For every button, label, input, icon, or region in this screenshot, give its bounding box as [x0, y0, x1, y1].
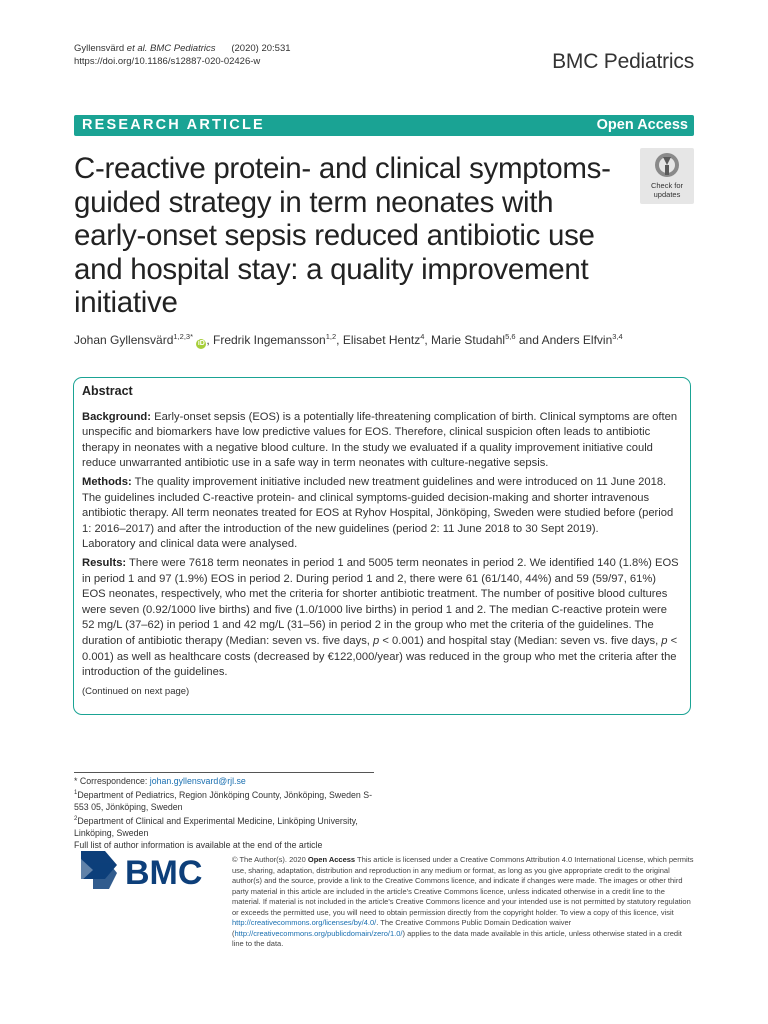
doi-link[interactable]: https://doi.org/10.1186/s12887-020-02426-w	[74, 56, 261, 67]
p-value-symbol: p	[373, 634, 380, 647]
continued-note: (Continued on next page)	[82, 685, 190, 697]
author-name: , Elisabet Hentz	[336, 333, 421, 347]
citation-header	[74, 42, 291, 68]
check-updates-line1: Check for	[650, 181, 684, 190]
results-text: < 0.001) and hospital stay (Median: seven vs. five days,	[379, 634, 662, 647]
author-name: Johan Gyllensvärd	[74, 333, 174, 347]
correspondence-label: * Correspondence:	[74, 776, 150, 786]
citation-et-al: et al.	[124, 43, 151, 54]
affiliation-1	[74, 787, 384, 813]
license-open-access: Open Access	[307, 855, 356, 864]
correspondence-email-link[interactable]: johan.gyllensvard@rjl.se	[149, 776, 246, 786]
background-text: Early-onset sepsis (EOS) is a potentially life-threatening complication of birth. Clinical symptoms are often unspecific and biomarkers have low predictive values for EOS. Therefore, clinical suspicion often leads to antibiotic therapy in neonates with a negative blood culture. In the study we evaluated if a quality improvement initiative could reduce unwarranted antibiotic use in a safe way in term neonates with culture-negative sepsis.	[82, 410, 678, 470]
article-title: C-reactive protein- and clinical symptoms-guided strategy in term neonates with early-onset sepsis reduced antibiotic use and hospital stay: a quality improvement initiative	[74, 152, 611, 319]
abstract-methods-cont: Laboratory and clinical data were analysed.	[82, 538, 298, 551]
license-cc-by-link[interactable]: http://creativecommons.org/licenses/by/4.0/	[232, 918, 377, 927]
abstract-background	[82, 410, 682, 472]
affiliation-2	[74, 813, 384, 839]
abstract-box	[73, 377, 691, 715]
affiliation-1-text: Department of Pediatrics, Region Jönköping County, Jönköping, Sweden S-553 05, Jönköping, Sweden	[74, 789, 373, 812]
p-value-symbol: p	[661, 634, 668, 647]
affiliation-2-number: 2	[74, 815, 78, 822]
correspondence-line	[74, 775, 384, 787]
open-access-label: Open Access	[596, 117, 688, 133]
citation-journal: BMC Pediatrics	[150, 43, 216, 54]
abstract-methods	[82, 475, 682, 537]
bmc-logo-mark	[79, 849, 217, 891]
methods-text: The quality improvement initiative included new treatment guidelines and were introduced on 11 June 2018. The guidelines included C-reactive protein- and clinical symptoms-guided decision-making and shorter intravenous antibiotic therapy. All term neonates treated for EOS at Ryhov Hospital, Jönköping, Sweden were studied before (period 1: 2016–2017) and after the introduction of the new guidelines (period 2: 11 June 2018 to 30 Sept 2019).	[82, 475, 674, 535]
license-lead: © The Author(s). 2020	[232, 855, 308, 864]
full-author-info-note: Full list of author information is available at the end of the article	[74, 839, 323, 850]
article-type-label: RESEARCH ARTICLE	[82, 117, 265, 133]
background-label: Background:	[82, 410, 151, 423]
license-text	[232, 855, 694, 950]
license-cc0-link[interactable]: http://creativecommons.org/publicdomain/zero/1.0/	[234, 928, 403, 938]
results-text: There were 7618 term neonates in period 1 and 5005 term neonates in period 2. We identified 140 (1.8%) EOS in period 1 and 97 (1.9%) EOS in period 2. During period 1 and 2, there were 61 (61/140, 44%) and 59 (59/97, 61%) EOS neonates, respectively, who met the criteria for shorter antibiotic treatment. The number of positive blood cultures were seven (0.92/1000 live births) and five (1.0/1000 live births) in period 1 and 2. The median C-reactive protein were 52 mg/L (37–62) in period 1 and 42 mg/L (31–56) in period 2 in the group who met the criteria of the guidelines. The duration of antibiotic therapy (Median: seven vs. five days,	[82, 556, 679, 647]
check-updates-line2: updates	[653, 189, 681, 199]
bmc-logo-text: BMC	[125, 854, 203, 891]
author-name: , Fredrik Ingemansson	[206, 333, 326, 347]
author-list	[74, 332, 623, 349]
results-label: Results:	[82, 556, 127, 569]
author-affiliation: 5,6	[505, 332, 516, 341]
affiliation-1-number: 1	[74, 790, 78, 796]
check-for-updates-badge[interactable]	[640, 148, 694, 204]
article-type-banner	[74, 115, 694, 136]
footnotes	[74, 775, 384, 851]
author-affiliation: 1,2,3*	[173, 332, 193, 341]
abstract-results	[82, 556, 682, 681]
license-body: This article is licensed under a Creative Commons Attribution 4.0 International License, which permits use, sharing, adaptation, distribution and reproduction in any medium or format, as long as you give appropriate credit to the original author(s) and the source, provide a link to the Creative Commons licence, and indicate if changes were made. The images or other third party material in this article are included in the article's Creative Commons licence, unless indicated otherwise in a credit line to the material. If material is not included in the article's Creative Commons licence and your intended use is not permitted by statutory regulation or exceeds the permitted use, you will need to obtain permission directly from the copyright holder. To view a copy of this licence, visit	[232, 855, 694, 917]
author-affiliation: 1,2	[325, 332, 337, 341]
author-name: and Anders Elfvin	[515, 333, 613, 347]
footnote-divider	[74, 772, 374, 773]
citation-authors: Gyllensvärd	[74, 43, 125, 54]
check-for-updates-text	[640, 182, 694, 199]
orcid-icon[interactable]: iD	[197, 340, 205, 347]
author-affiliation: 3,4	[612, 332, 623, 341]
citation-year-volume: (2020) 20:531	[231, 43, 291, 54]
license-body: . The Creative Commons Public Domain Dedication waiver (	[232, 918, 572, 938]
methods-label: Methods:	[82, 475, 132, 488]
bmc-logo	[79, 849, 217, 891]
affiliation-2-text: Department of Clinical and Experimental Medicine, Linköping University, Linköping, Sweden	[74, 815, 358, 838]
check-updates-icon	[653, 151, 681, 181]
results-text: < 0.001) as well as healthcare costs (decreased by €122,000/year) was reduced in the group who met the criteria after the introduction of the guidelines.	[82, 634, 678, 679]
abstract-heading: Abstract	[82, 384, 133, 398]
author-affiliation: 4	[420, 332, 425, 341]
license-body: ) applies to the data made available in this article, unless otherwise stated in a credit line to the data.	[232, 928, 682, 948]
journal-name: BMC Pediatrics	[552, 50, 694, 73]
author-name: , Marie Studahl	[424, 333, 506, 347]
